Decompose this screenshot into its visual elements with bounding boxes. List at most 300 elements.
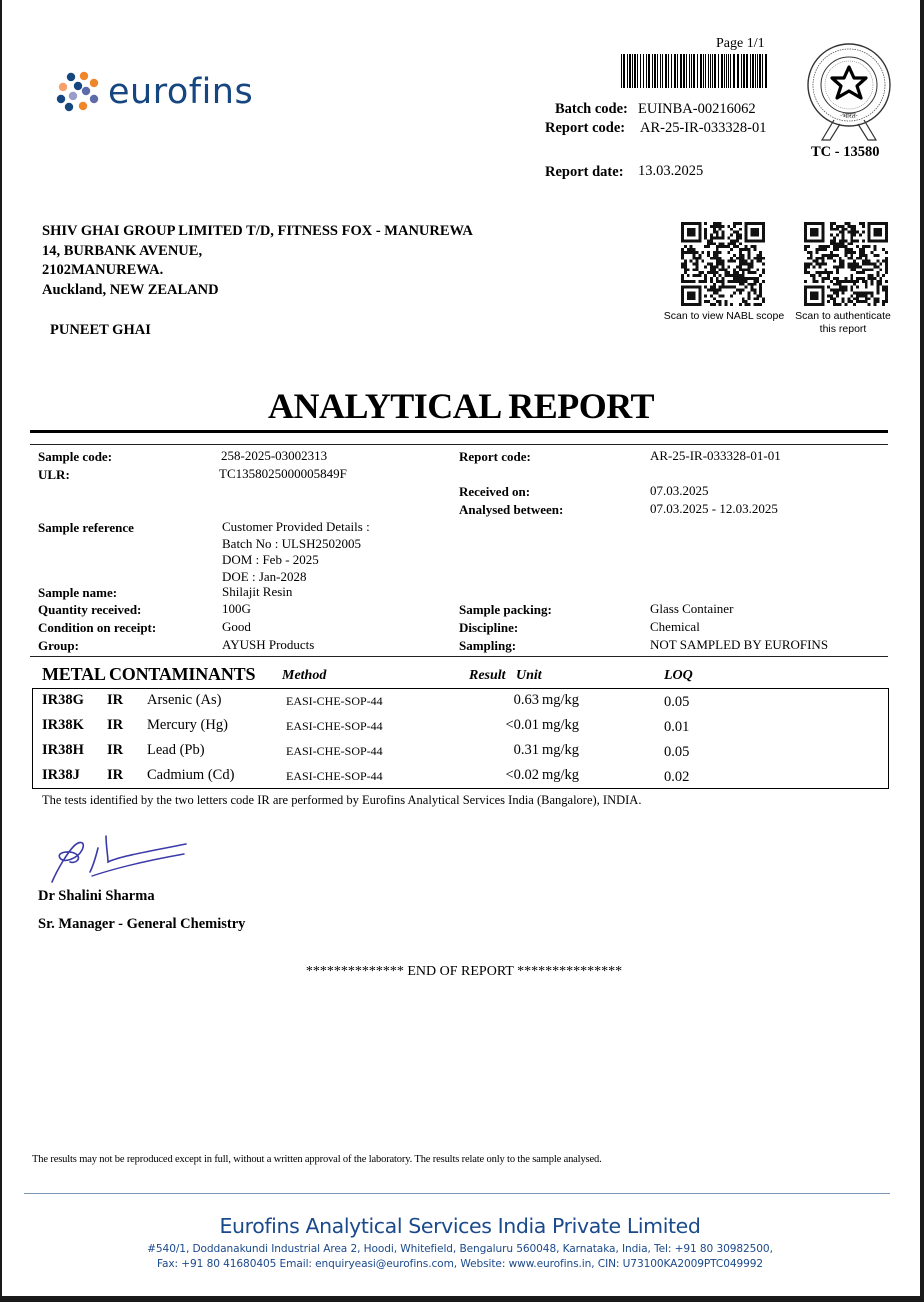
qr-module (859, 277, 862, 280)
qr-module (684, 280, 687, 283)
barcode-bar (700, 54, 702, 88)
eurofins-logo (56, 70, 253, 114)
qr-module (724, 286, 727, 289)
qr-module (742, 263, 745, 266)
footer-address-line: #540/1, Doddanakundi Industrial Area 2, Hoodi, Whitefield, Bengaluru 560048, Karnataka, India, Tel: +91 80 30982500, (147, 1243, 773, 1255)
qr-module (751, 245, 754, 248)
qr-module (865, 257, 868, 260)
qr-module (753, 297, 756, 300)
qr-module (710, 271, 713, 274)
qr-module (842, 300, 845, 303)
authenticate-qr-caption (788, 310, 898, 336)
qr-module (821, 248, 824, 251)
qr-module (698, 280, 701, 283)
qr-module (739, 303, 742, 306)
qr-module (830, 228, 833, 231)
qr-module (845, 239, 848, 242)
qr-module (830, 280, 833, 283)
qr-module (876, 271, 879, 274)
qr-module (885, 268, 888, 271)
qr-module (850, 257, 853, 260)
qr-module (733, 254, 736, 257)
qr-module (804, 265, 807, 268)
qr-module (753, 271, 756, 274)
loq: 0.01 (664, 719, 690, 735)
barcode-bar (652, 54, 653, 88)
qr-module (748, 268, 751, 271)
qr-module (807, 251, 810, 254)
method: EASI-CHE-SOP-44 (286, 769, 383, 783)
packing-label: Sample packing: (459, 602, 552, 617)
qr-module (818, 263, 821, 266)
barcode-bar (686, 54, 687, 88)
qr-module (804, 271, 807, 274)
qr-module (713, 254, 716, 257)
qr-module (704, 222, 707, 225)
qr-module (713, 283, 716, 286)
qr-module (862, 248, 865, 251)
qr-module (756, 277, 759, 280)
lab-code: IR (107, 692, 124, 708)
qr-module (753, 245, 756, 248)
received-on-value: 07.03.2025 (650, 483, 709, 498)
qr-module (710, 234, 713, 237)
barcode-bar (643, 54, 644, 88)
report-code-value-2: AR-25-IR-033328-01-01 (650, 448, 781, 463)
qr-module (733, 222, 736, 225)
column-header-loq: LOQ (664, 668, 693, 683)
qr-module (862, 271, 865, 274)
unit: mg/kg (542, 717, 580, 733)
addressee-line: 14, BURBANK AVENUE, (42, 242, 203, 259)
qr-module (879, 280, 882, 283)
qr-module (868, 263, 871, 266)
qr-module (874, 277, 877, 280)
qr-module (871, 294, 874, 297)
barcode-bar (703, 54, 704, 88)
qr-module (739, 254, 742, 257)
qr-module (736, 245, 739, 248)
table-row (33, 714, 888, 739)
qr-module (701, 280, 704, 283)
qr-module (687, 274, 690, 277)
qr-module (742, 271, 745, 274)
condition-label: Condition on receipt: (38, 620, 157, 635)
qr-module (733, 260, 736, 263)
qr-module (818, 257, 821, 260)
qr-module (885, 300, 888, 303)
qr-module (742, 260, 745, 263)
qr-module (730, 228, 733, 231)
qr-module (681, 254, 684, 257)
qr-module (722, 236, 725, 239)
qr-module (716, 222, 719, 225)
qr-module (853, 297, 856, 300)
qr-module (739, 257, 742, 260)
qr-module (736, 239, 739, 242)
qr-module (853, 268, 856, 271)
test-code: IR38K (42, 717, 84, 733)
qr-module (824, 254, 827, 257)
analysed-between-value: 07.03.2025 - 12.03.2025 (650, 501, 778, 516)
qr-module (850, 274, 853, 277)
barcode-bar (629, 54, 631, 88)
qr-module (845, 222, 848, 225)
barcode-bar (691, 54, 692, 88)
qr-module (847, 222, 850, 225)
qr-module (739, 248, 742, 251)
qr-module (701, 260, 704, 263)
qr-module (871, 268, 874, 271)
qr-module (865, 254, 868, 257)
barcode-bar (646, 54, 647, 88)
qr-module (818, 245, 821, 248)
qr-module (818, 265, 821, 268)
qr-module (716, 251, 719, 254)
qr-module (762, 268, 765, 271)
qr-module (704, 228, 707, 231)
qr-module (716, 263, 719, 266)
qr-module (876, 260, 879, 263)
qr-module (847, 300, 850, 303)
qr-module (842, 228, 845, 231)
qr-module (859, 222, 862, 225)
footer-contact-line: Fax: +91 80 41680405 Email: enquiryeasi@eurofins.com, Website: www.eurofins.in, CIN: U73100KA2009PTC049992 (156, 1258, 764, 1270)
result-value: <0.02 (505, 767, 539, 783)
qr-module (824, 268, 827, 271)
qr-module (850, 228, 853, 231)
qr-module (847, 263, 850, 266)
qr-module (730, 303, 733, 306)
qr-module (882, 303, 885, 306)
qr-module (856, 245, 859, 248)
qr-module (736, 236, 739, 239)
qr-module (710, 268, 713, 271)
qr-module (827, 294, 830, 297)
barcode-bar (708, 54, 709, 88)
qr-module (853, 251, 856, 254)
qr-module (842, 297, 845, 300)
addressee-line: 2102MANUREWA. (42, 262, 164, 279)
qr-module (719, 222, 722, 225)
qr-module (716, 271, 719, 274)
parameter-name: Cadmium (Cd) (147, 767, 235, 783)
qr-module (727, 245, 730, 248)
qr-module (681, 248, 684, 251)
qr-module (842, 286, 845, 289)
qr-module (730, 239, 733, 242)
method: EASI-CHE-SOP-44 (286, 694, 383, 708)
barcode-bar (746, 54, 748, 88)
qr-module (719, 225, 722, 228)
qr-module (833, 292, 836, 295)
qr-module (733, 239, 736, 242)
qr-module (859, 300, 862, 303)
qr-module (862, 292, 865, 295)
qr-module (759, 303, 762, 306)
qr-module (821, 257, 824, 260)
qr-module (824, 263, 827, 266)
qr-module (850, 265, 853, 268)
qr-module (710, 239, 713, 242)
barcode-bar (718, 54, 719, 88)
qr-module (745, 300, 748, 303)
qr-module (716, 234, 719, 237)
eurofins-logo-icon (56, 71, 102, 113)
qr-module (707, 289, 710, 292)
barcode-bar (750, 54, 751, 88)
qr-module (756, 260, 759, 263)
qr-module (759, 254, 762, 257)
report-date-label: Report date: (545, 164, 624, 180)
qr-module (710, 277, 713, 280)
qr-module (821, 245, 824, 248)
qr-module (713, 242, 716, 245)
qr-module (710, 236, 713, 239)
title-rule (30, 430, 888, 433)
parameter-name: Lead (Pb) (147, 742, 205, 758)
qr-module (885, 260, 888, 263)
unit: mg/kg (542, 742, 580, 758)
qr-module (722, 280, 725, 283)
qr-module (739, 222, 742, 225)
page-number: Page 1/1 (716, 36, 765, 51)
qr-module (810, 263, 813, 266)
qr-module (693, 274, 696, 277)
qr-module (713, 292, 716, 295)
qr-module (853, 260, 856, 263)
qr-module (739, 292, 742, 295)
qr-module (813, 265, 816, 268)
qr-module (753, 257, 756, 260)
qr-module (885, 263, 888, 266)
qr-module (842, 242, 845, 245)
qr-module (695, 265, 698, 268)
qr-module (733, 286, 736, 289)
qr-module (722, 245, 725, 248)
qr-module (856, 286, 859, 289)
qr-module (862, 294, 865, 297)
qr-module (704, 280, 707, 283)
qr-module (839, 289, 842, 292)
qr-module (690, 280, 693, 283)
qr-module (742, 297, 745, 300)
qr-module (833, 242, 836, 245)
qr-module (813, 274, 816, 277)
qr-module (830, 289, 833, 292)
qr-module (759, 292, 762, 295)
qr-module (716, 300, 719, 303)
qr-module (885, 292, 888, 295)
qr-module (836, 248, 839, 251)
qr-module (762, 297, 765, 300)
nabl-seal-icon (804, 42, 894, 142)
qr-module (753, 283, 756, 286)
qr-module (836, 303, 839, 306)
barcode-bar (721, 54, 723, 88)
qr-module (736, 274, 739, 277)
qr-module (827, 245, 830, 248)
qr-module (885, 297, 888, 300)
qr-module (876, 265, 879, 268)
qr-module (713, 225, 716, 228)
qr-module (687, 248, 690, 251)
qr-module (739, 274, 742, 277)
qr-module (719, 263, 722, 266)
qr-module (816, 251, 819, 254)
qr-module (850, 234, 853, 237)
qr-module (730, 260, 733, 263)
qr-module (859, 251, 862, 254)
qr-module (748, 263, 751, 266)
qr-module (833, 303, 836, 306)
qr-module (853, 283, 856, 286)
qr-module (876, 283, 879, 286)
qr-module (839, 231, 842, 234)
qr-module (865, 297, 868, 300)
qr-module (885, 289, 888, 292)
qr-module (830, 242, 833, 245)
barcode-bar (712, 54, 713, 88)
addressee-line: Auckland, NEW ZEALAND (42, 281, 219, 298)
qr-module (704, 286, 707, 289)
qr-module (813, 280, 816, 283)
qr-module (862, 277, 865, 280)
qr-module (751, 228, 760, 237)
qr-module (833, 297, 836, 300)
qr-module (690, 251, 693, 254)
barcode-bar (668, 54, 669, 88)
footer-rule (24, 1193, 890, 1194)
qr-module (681, 280, 684, 283)
qr-module (733, 292, 736, 295)
qr-module (733, 242, 736, 245)
qr-module (876, 254, 879, 257)
qr-module (695, 260, 698, 263)
qr-module (882, 260, 885, 263)
qr-module (847, 251, 850, 254)
qr-module (850, 225, 853, 228)
qr-module (862, 239, 865, 242)
qr-module (807, 257, 810, 260)
qr-module (885, 294, 888, 297)
qr-module (868, 274, 871, 277)
qr-module (707, 242, 710, 245)
qr-module (695, 251, 698, 254)
qr-module (681, 274, 684, 277)
qr-module (836, 292, 839, 295)
qr-module (824, 245, 827, 248)
qr-module (859, 294, 862, 297)
column-header-method: Method (282, 668, 327, 683)
qr-module (710, 303, 713, 306)
qr-module (719, 300, 722, 303)
qr-module (716, 260, 719, 263)
qr-module (693, 263, 696, 266)
qr-module (730, 248, 733, 251)
qr-module (836, 283, 839, 286)
qr-module (810, 292, 819, 301)
qr-module (853, 239, 856, 242)
qr-module (850, 251, 853, 254)
result-value: 0.63 (513, 692, 539, 708)
qr-module (719, 268, 722, 271)
qr-module (704, 300, 707, 303)
qr-module (695, 263, 698, 266)
qr-module (833, 277, 836, 280)
accreditation-number: TC - 13580 (811, 144, 880, 160)
qr-module (756, 268, 759, 271)
qr-module (756, 257, 759, 260)
qr-module (804, 248, 807, 251)
qr-module (716, 265, 719, 268)
qr-module (736, 265, 739, 268)
barcode (621, 54, 769, 88)
qr-module (713, 228, 716, 231)
qr-module (859, 257, 862, 260)
qr-module (719, 303, 722, 306)
qr-module (853, 225, 856, 228)
qr-module (885, 286, 888, 289)
qr-module (810, 257, 813, 260)
qr-module (742, 274, 745, 277)
end-of-report: ************** END OF REPORT *************** (305, 964, 623, 979)
qr-module (739, 263, 742, 266)
qr-module (687, 228, 696, 237)
qr-module (839, 280, 842, 283)
qr-module (807, 271, 810, 274)
barcode-bar (660, 54, 661, 88)
nabl-scope-qr-code[interactable] (678, 222, 768, 306)
qr-module (751, 263, 754, 266)
condition-value: Good (222, 619, 251, 634)
addressee-line: SHIV GHAI GROUP LIMITED T/D, FITNESS FOX - MANUREWA (42, 223, 473, 239)
qr-module (853, 234, 856, 237)
qr-module (707, 245, 710, 248)
barcode-bar (680, 54, 682, 88)
qr-module (742, 300, 745, 303)
qr-module (687, 280, 690, 283)
qr-module (874, 254, 877, 257)
qr-module (876, 289, 879, 292)
lab-code: IR (107, 767, 124, 783)
qr-module (739, 277, 742, 280)
loq: 0.02 (664, 769, 690, 785)
qr-module (722, 286, 725, 289)
barcode-bar (623, 54, 625, 88)
qr-module (745, 263, 748, 266)
qr-module (704, 274, 707, 277)
qr-module (853, 263, 856, 266)
qr-module (762, 271, 765, 274)
qr-module (693, 254, 696, 257)
qr-module (824, 248, 827, 251)
qr-module (830, 225, 833, 228)
qr-module (710, 286, 713, 289)
qr-module (821, 271, 824, 274)
qr-module (707, 251, 710, 254)
qr-module (856, 263, 859, 266)
qr-module (724, 303, 727, 306)
results-table (32, 688, 889, 789)
qr-module (748, 292, 751, 295)
qr-module (684, 268, 687, 271)
authenticate-qr-code[interactable] (801, 222, 891, 306)
table-row (33, 739, 888, 764)
qr-module (722, 263, 725, 266)
qr-module (874, 248, 877, 251)
discipline-value: Chemical (650, 619, 700, 634)
